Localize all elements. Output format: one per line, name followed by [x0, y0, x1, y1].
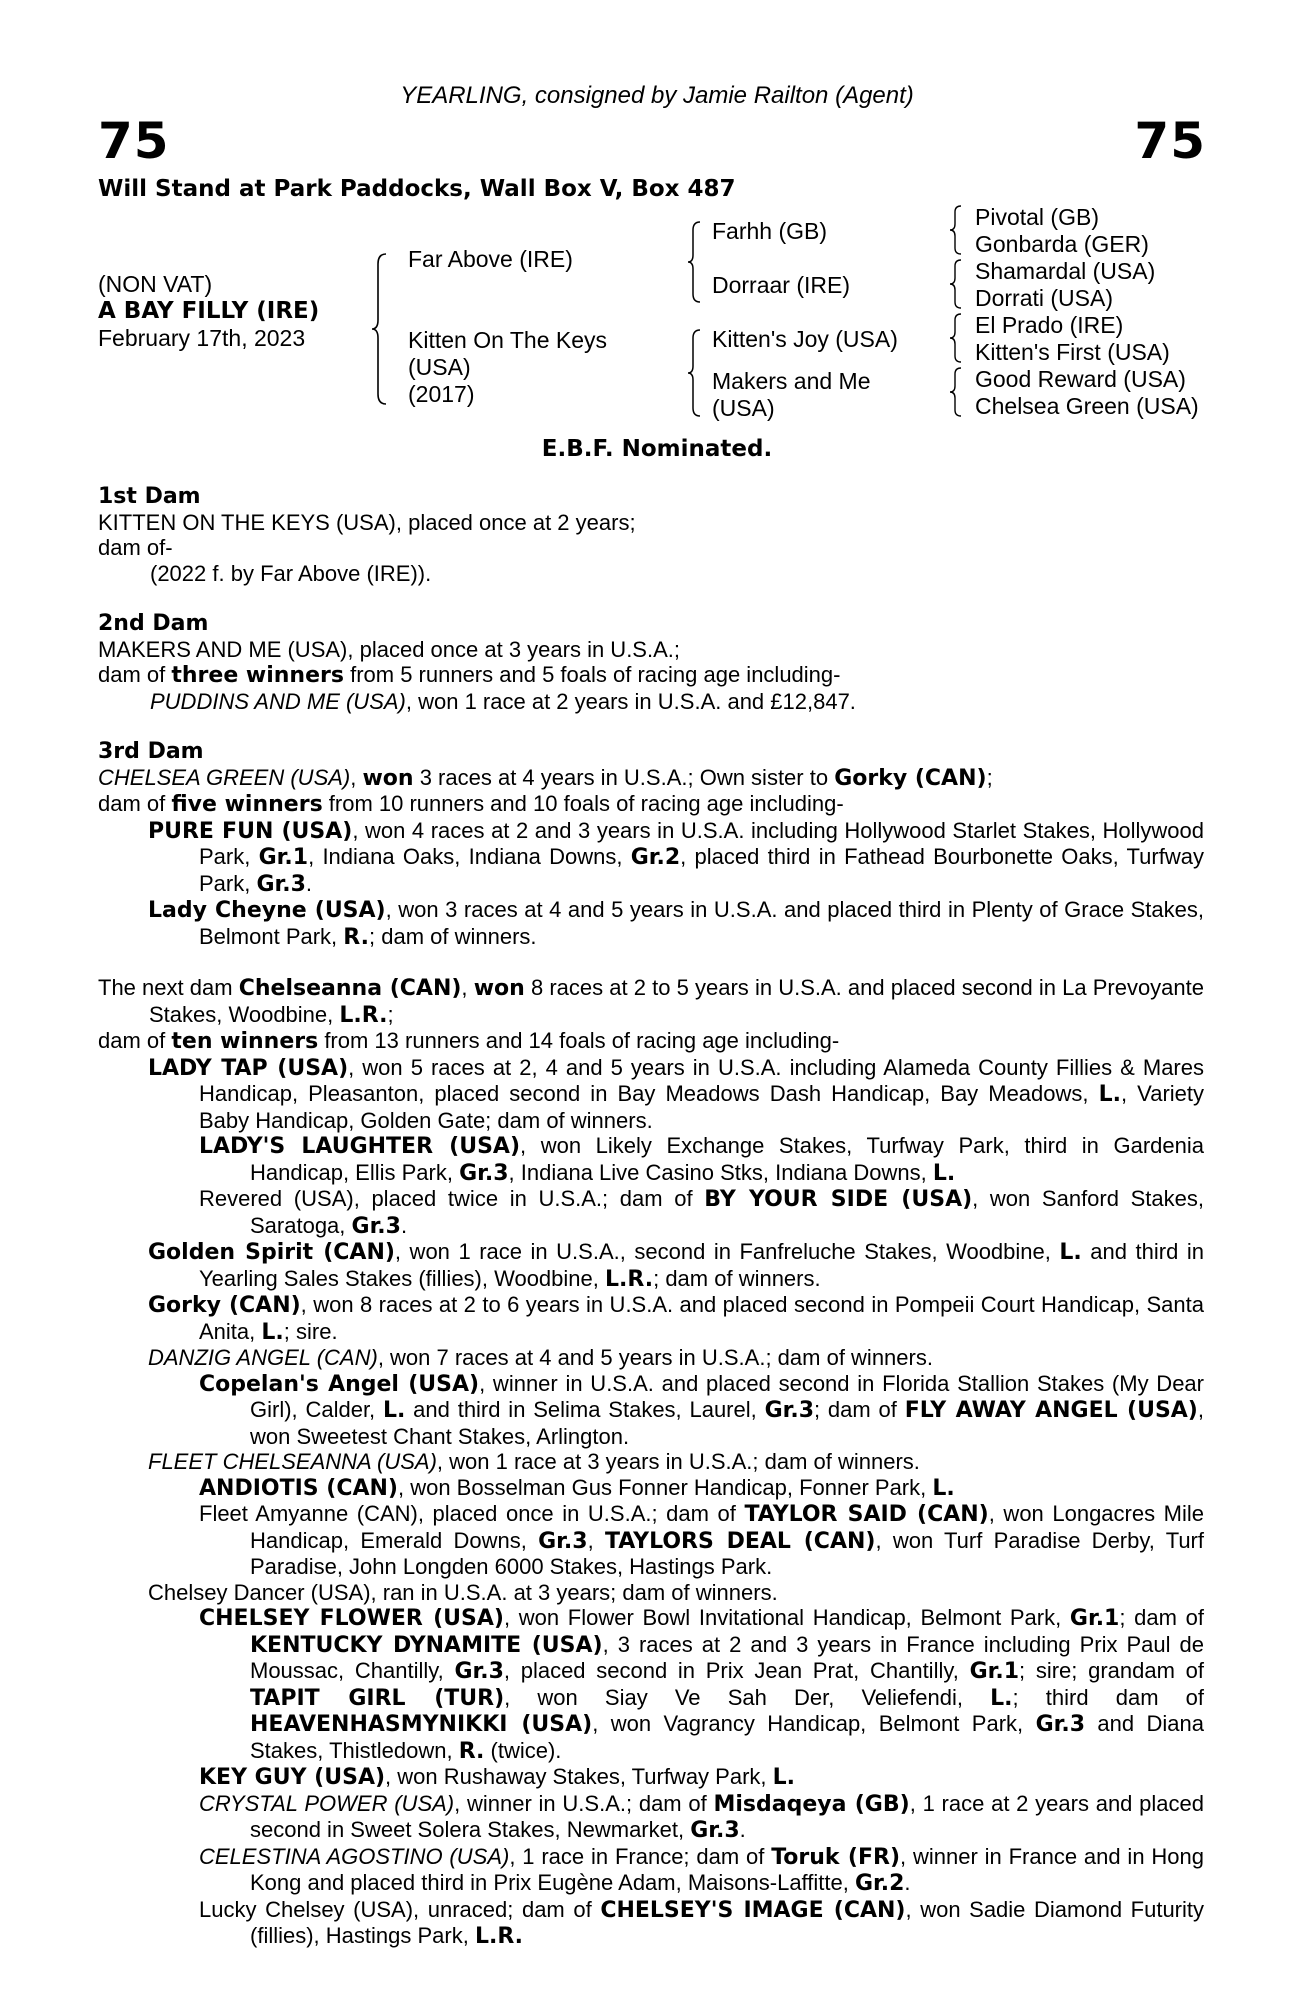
dam-dam-line2: (USA)	[712, 395, 775, 421]
pedigree-brace	[950, 204, 964, 261]
produce-entry: Gorky (CAN), won 8 races at 2 to 6 years in U.S.A. and placed second in Pompeii Court Handicap, Santa Anita, L.; sire.	[148, 1292, 1204, 1345]
section-heading: 3rd Dam	[98, 739, 204, 764]
foaling-date: February 17th, 2023	[98, 325, 306, 351]
produce-entry: Copelan's Angel (USA), winner in U.S.A. and placed second in Florida Stallion Stakes (My Dear Girl), Calder, L. and third in Selima Stakes, Laurel, Gr.3; dam of FLY AWAY ANGEL (USA), won Sweetest Chant Stakes, Arlington.	[199, 1370, 1204, 1449]
sire-dam: Dorraar (IRE)	[712, 272, 851, 298]
produce-entry: Lucky Chelsey (USA), unraced; dam of CHELSEY'S IMAGE (CAN), won Sadie Diamond Futurity (fillies), Hastings Park, L.R.	[199, 1896, 1205, 1949]
produce-entry: CRYSTAL POWER (USA), winner in U.S.A.; dam of Misdaqeya (GB), 1 race at 2 years and placed second in Sweet Solera Stakes, Newmarket, Gr.3.	[199, 1790, 1204, 1843]
produce-entry: LADY TAP (USA), won 5 races at 2, 4 and 5 years in U.S.A. including Alameda County Fillies & Mares Handicap, Pleasanton, placed second in Bay Meadows Dash Handicap, Bay Meadows, L., Variety Baby Handicap, Golden Gate; dam of winners.	[148, 1054, 1205, 1133]
granddam-2: Gonbarda (GER)	[975, 231, 1149, 257]
sire-sire: Farhh (GB)	[712, 218, 828, 244]
produce-entry: LADY'S LAUGHTER (USA), won Likely Exchange Stakes, Turfway Park, third in Gardenia Handicap, Ellis Park, Gr.3, Indiana Live Casino Stks, Indiana Downs, L.	[199, 1133, 1204, 1186]
lot-number-right: 75	[1134, 112, 1206, 170]
consignment-header: YEARLING, consigned by Jamie Railton (Agent)	[400, 82, 914, 109]
next-dam: The next dam Chelseanna (CAN), won 8 races at 2 to 5 years in U.S.A. and placed second in La Prevoyante Stakes, Woodbine, L.R.;	[98, 975, 1204, 1028]
dam3-line: dam of five winners from 10 runners and 10 foals of racing age including-	[98, 791, 844, 817]
grandsire-3: Shamardal (USA)	[975, 258, 1156, 284]
dam-dam-line1: Makers and Me	[712, 368, 871, 394]
produce-entry: Revered (USA), placed twice in U.S.A.; dam of BY YOUR SIDE (USA), won Sanford Stakes, Saratoga, Gr.3.	[199, 1186, 1204, 1239]
produce-entry: DANZIG ANGEL (CAN), won 7 races at 4 and 5 years in U.S.A.; dam of winners.	[148, 1345, 933, 1370]
produce-entry: FLEET CHELSEANNA (USA), won 1 race at 3 years in U.S.A.; dam of winners.	[148, 1449, 920, 1474]
pedigree-brace	[950, 366, 964, 423]
dam1-line: KITTEN ON THE KEYS (USA), placed once at 2 years;	[98, 509, 636, 535]
lot-number-left: 75	[98, 112, 170, 170]
dam2-line: MAKERS AND ME (USA), placed once at 3 years in U.S.A.;	[98, 636, 680, 662]
dam-sire: Kitten's Joy (USA)	[712, 326, 898, 352]
dam1-line: dam of-	[98, 535, 173, 560]
grandsire-5: El Prado (IRE)	[975, 312, 1124, 338]
horse-name: A BAY FILLY (IRE)	[98, 298, 320, 324]
sire-name: Far Above (IRE)	[408, 246, 573, 272]
granddam-4: Dorrati (USA)	[975, 285, 1114, 311]
produce-entry: ANDIOTIS (CAN), won Bosselman Gus Fonner Handicap, Fonner Park, L.	[199, 1474, 955, 1501]
produce-entry: CHELSEY FLOWER (USA), won Flower Bowl Invitational Handicap, Belmont Park, Gr.1; dam of KENTUCKY DYNAMITE (USA), 3 races at 2 and 3 years in France including Prix Paul de Moussac, Chantilly, Gr.3, placed second in Prix Jean Prat, Chantilly, Gr.1; sire; grandam of TAPIT GIRL (TUR), won Siay Ve Sah Der, Veliefendi, L.; third dam of HEAVENHASMYNIKKI (USA), won Vagrancy Handicap, Belmont Park, Gr.3 and Diana Stakes, Thistledown, R. (twice).	[199, 1605, 1205, 1764]
dam3-produce: PURE FUN (USA), won 4 races at 2 and 3 years in U.S.A. including Hollywood Starlet Stakes, Hollywood Park, Gr.1, Indiana Oaks, Indiana Downs, Gr.2, placed third in Fathead Bourbonette Oaks, Turfway Park, Gr.3.	[148, 817, 1204, 897]
section-heading: 2nd Dam	[98, 611, 209, 636]
pedigree-brace	[688, 220, 704, 309]
dam-name-line3: (2017)	[408, 381, 475, 407]
dam-name-line2: (USA)	[408, 354, 471, 380]
grandsire-1: Pivotal (GB)	[975, 204, 1099, 230]
dam2-line: dam of three winners from 5 runners and 5 foals of racing age including-	[98, 662, 841, 688]
produce-entry: KEY GUY (USA), won Rushaway Stakes, Turfway Park, L.	[199, 1764, 796, 1790]
dam2-produce: PUDDINS AND ME (USA), won 1 race at 2 years in U.S.A. and £12,847.	[150, 688, 856, 714]
produce-entry: Golden Spirit (CAN), won 1 race in U.S.A., second in Fanfreluche Stakes, Woodbine, L. and third in Yearling Sales Stakes (fillies), Woodbine, L.R.; dam of winners.	[148, 1239, 1204, 1292]
granddam-8: Chelsea Green (USA)	[975, 393, 1199, 419]
produce-entry: Fleet Amyanne (CAN), placed once in U.S.A.; dam of TAYLOR SAID (CAN), won Longacres Mile Handicap, Emerald Downs, Gr.3, TAYLORS DEAL (CAN), won Turf Paradise Derby, Turf Paradise, John Longden 6000 Stakes, Hastings Park.	[199, 1501, 1205, 1579]
ebf-nomination: E.B.F. Nominated.	[541, 436, 773, 462]
pedigree-brace	[950, 312, 964, 369]
dam-name-line1: Kitten On The Keys	[408, 327, 608, 353]
granddam-6: Kitten's First (USA)	[975, 339, 1170, 365]
produce-entry: Chelsey Dancer (USA), ran in U.S.A. at 3 years; dam of winners.	[148, 1579, 778, 1605]
catalogue-body	[98, 484, 1204, 1950]
pedigree-brace	[688, 328, 704, 423]
dam3-produce: Lady Cheyne (USA), won 3 races at 4 and 5 years in U.S.A. and placed third in Plenty of Grace Stakes, Belmont Park, R.; dam of winners.	[148, 897, 1204, 950]
next-dam-line: dam of ten winners from 13 runners and 14 foals of racing age including-	[98, 1028, 840, 1054]
dam3-line: CHELSEA GREEN (USA), won 3 races at 4 years in U.S.A.; Own sister to Gorky (CAN);	[98, 764, 993, 791]
section-heading: 1st Dam	[98, 484, 201, 509]
pedigree-brace	[372, 252, 392, 411]
dam1-produce: (2022 f. by Far Above (IRE)).	[150, 560, 432, 586]
grandsire-7: Good Reward (USA)	[975, 366, 1186, 392]
stand-location: Will Stand at Park Paddocks, Wall Box V, Box 487	[98, 176, 736, 202]
produce-entry: CELESTINA AGOSTINO (USA), 1 race in France; dam of Toruk (FR), winner in France and in Hong Kong and placed third in Prix Eugène Adam, Maisons-Laffitte, Gr.2.	[199, 1843, 1204, 1896]
pedigree-brace	[950, 258, 964, 315]
vat-status: (NON VAT)	[98, 271, 213, 297]
